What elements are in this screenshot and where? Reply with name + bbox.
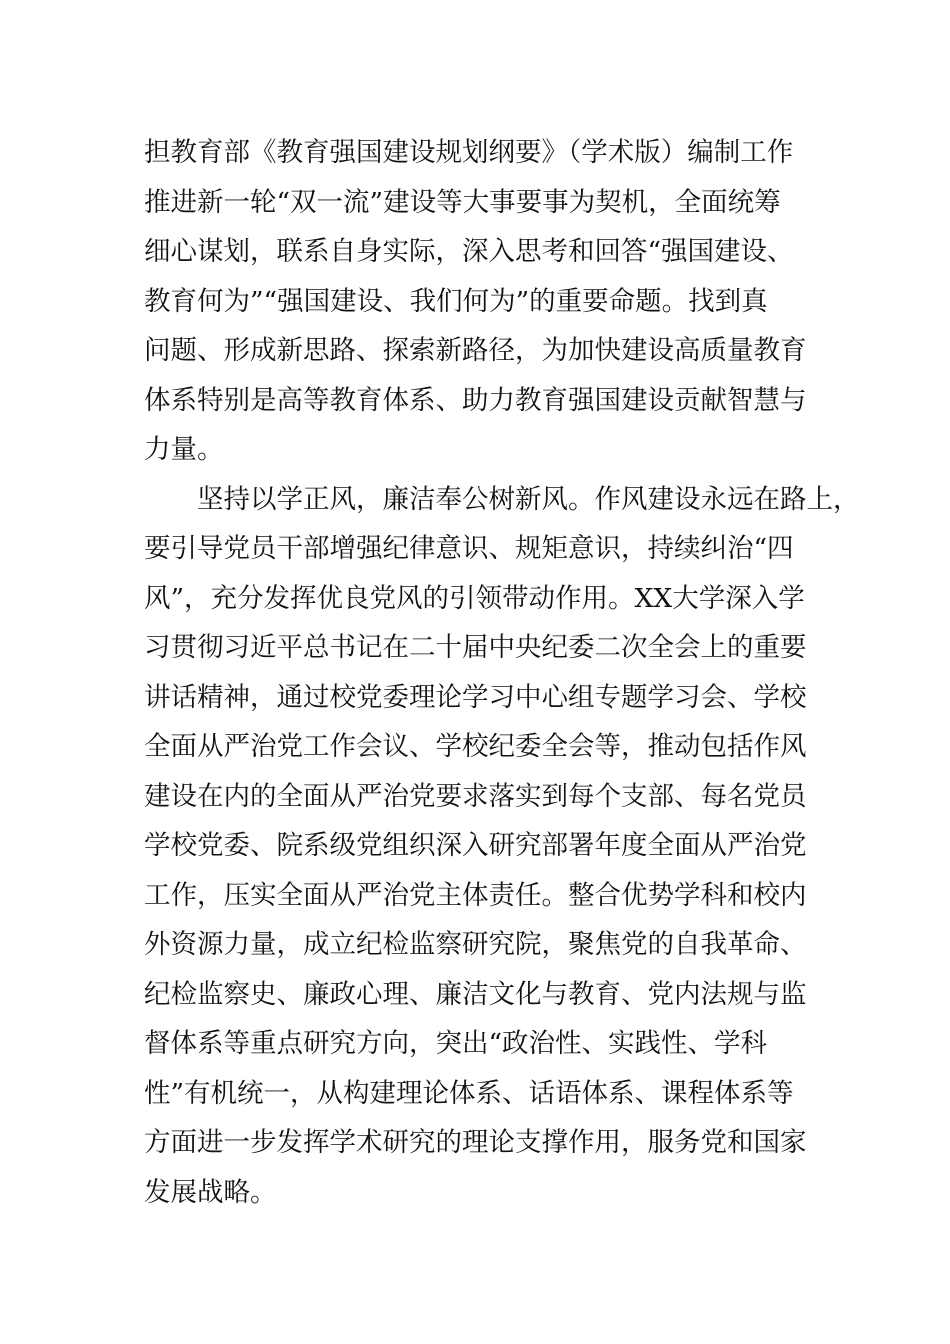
paragraph-2 (144, 475, 860, 1218)
paragraph-line: 要引导党员干部增强纪律意识、规矩意识，持续纠治“四 (144, 533, 794, 564)
paragraph-1 (144, 128, 824, 475)
paragraph-line: 性”有机统一，从构建理论体系、话语体系、课程体系等 (144, 1077, 794, 1109)
paragraph-line: 细心谋划，联系自身实际，深入思考和回答“强国建设、 (144, 236, 794, 267)
paragraph-line: 体系特别是高等教育体系、助力教育强国建设贡献智慧与 (144, 384, 807, 416)
paragraph-line: 学校党委、院系级党组织深入研究部署年度全面从严治党 (144, 830, 807, 861)
paragraph-line: 纪检监察史、廉政心理、廉洁文化与教育、党内法规与监 (144, 978, 807, 1010)
paragraph-line: 讲话精神，通过校党委理论学习中心组专题学习会、学校 (144, 681, 807, 713)
paragraph-line: 建设在内的全面从严治党要求落实到每个支部、每名党员 (144, 780, 807, 812)
paragraph-line: 坚持以学正风，廉洁奉公树新风。作风建设永远在路上， (197, 483, 860, 515)
paragraph-line: 担教育部《教育强国建设规划纲要》（学术版）编制工作 (144, 137, 794, 168)
paragraph-line: 习贯彻习近平总书记在二十届中央纪委二次全会上的重要 (144, 632, 807, 663)
paragraph-line: 问题、形成新思路、探索新路径，为加快建设高质量教育 (144, 335, 807, 366)
paragraph-line: 推进新一轮“双一流”建设等大事要事为契机，全面统筹 (144, 186, 781, 218)
paragraph-line: 发展战略。 (144, 1176, 277, 1208)
paragraph-line: 外资源力量，成立纪检监察研究院，聚焦党的自我革命、 (144, 929, 807, 960)
paragraph-line: 全面从严治党工作会议、学校纪委全会等，推动包括作风 (144, 731, 807, 762)
paragraph-line: 教育何为”“强国建设、我们何为”的重要命题。找到真 (144, 285, 768, 317)
paragraph-line: 工作，压实全面从严治党主体责任。整合优势学科和校内 (144, 879, 807, 911)
paragraph-line: 力量。 (144, 434, 224, 465)
paragraph-line: 方面进一步发挥学术研究的理论支撑作用，服务党和国家 (144, 1127, 807, 1158)
paragraph-line: 督体系等重点研究方向，突出“政治性、实践性、学科 (144, 1028, 768, 1059)
paragraph-line: 风”，充分发挥优良党风的引领带动作用。XX大学深入学 (144, 582, 805, 614)
document-body (144, 128, 860, 1217)
